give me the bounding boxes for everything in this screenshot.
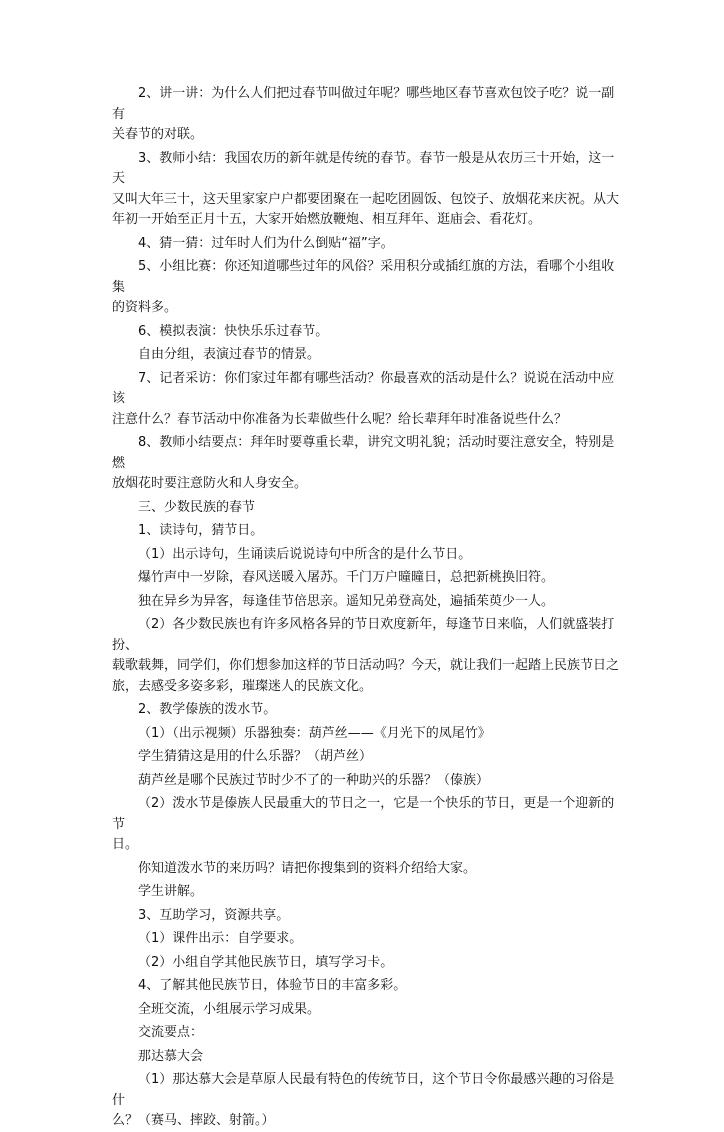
paragraph	[112, 906, 620, 927]
paragraph	[112, 568, 620, 589]
text-line: 载歌载舞，同学们，你们想参加这样的节日活动吗？今天，就让我们一起踏上民族节日之	[112, 658, 620, 673]
paragraph	[112, 1070, 620, 1132]
paragraph	[112, 433, 620, 495]
text-line: 5、小组比赛：你还知道哪些过年的风俗？采用积分或插红旗的方法，看哪个小组收集	[112, 259, 615, 295]
text-line: 三、少数民族的春节	[138, 499, 256, 515]
paragraph	[112, 84, 620, 146]
paragraph	[112, 521, 620, 542]
text-line: （2）各少数民族也有许多风格各异的节日欢度新年，每逢节日来临，人们就盛装打扮、	[112, 617, 615, 653]
text-line: 2、讲一讲：为什么人们把过春节叫做过年呢？哪些地区春节喜欢包饺子吃？说一副有	[112, 86, 615, 122]
paragraph	[112, 794, 620, 856]
text-line: 交流要点：	[138, 1025, 204, 1040]
paragraph	[112, 882, 620, 903]
paragraph	[112, 592, 620, 613]
paragraph	[112, 771, 620, 792]
text-line: （1）出示诗句，生诵读后说说诗句中所含的是什么节日。	[138, 546, 472, 562]
paragraph	[112, 149, 620, 231]
text-line: 自由分组，表演过春节的情景。	[138, 347, 321, 362]
text-line: （2）小组自学其他民族节日，填写学习卡。	[138, 954, 394, 970]
paragraph	[112, 976, 620, 997]
paragraph	[112, 1023, 620, 1044]
text-line: 学生猜猜这是用的什么乐器？（胡芦丝）	[138, 749, 373, 764]
text-line: 葫芦丝是哪个民族过节时少不了的一种助兴的乐器？（傣族）	[138, 772, 490, 788]
paragraph	[112, 498, 620, 519]
text-line: （2）泼水节是傣族人民最重大的节日之一，它是一个快乐的节日，更是一个迎新的节	[112, 796, 615, 832]
paragraph	[112, 345, 620, 366]
text-line: 注意什么？春节活动中你准备为长辈做些什么呢？给长辈拜年时准备说些什么？	[112, 411, 568, 427]
text-line: 关春节的对联。	[112, 127, 204, 142]
paragraph	[112, 747, 620, 768]
text-line: 放烟花时要注意防火和人身安全。	[112, 476, 308, 491]
text-line: 7、记者采访：你们家过年都有哪些活动？你最喜欢的活动是什么？说说在活动中应该	[112, 370, 615, 406]
text-line: （1）那达慕大会是草原人民最有特色的传统节日，这个节日令你最感兴趣的习俗是什	[112, 1072, 615, 1108]
text-line: 学生讲解。	[138, 884, 204, 899]
paragraph	[112, 322, 620, 343]
paragraph	[112, 545, 620, 566]
text-line: 的资料多。	[112, 300, 178, 315]
text-line: 1、读诗句，猜节日。	[138, 523, 264, 538]
text-line: （1）（出示视频）乐器独奏：葫芦丝——《月光下的凤尾竹》	[138, 725, 491, 741]
paragraph	[112, 615, 620, 697]
text-line: 又叫大年三十，这天里家家户户都要团聚在一起吃团圆饭、包饺子、放烟花来庆祝。从大	[112, 191, 620, 207]
paragraph	[112, 234, 620, 255]
text-line: 2、教学傣族的泼水节。	[138, 702, 277, 717]
paragraph	[112, 724, 620, 745]
text-line: 全班交流，小组展示学习成果。	[138, 1001, 321, 1017]
paragraph	[112, 1000, 620, 1021]
text-line: （1）课件出示：自学要求。	[138, 931, 303, 946]
text-line: 你知道泼水节的来历吗？请把你搜集到的资料介绍给大家。	[138, 860, 477, 876]
paragraph	[112, 929, 620, 950]
text-line: 6、模拟表演：快快乐乐过春节。	[138, 323, 329, 339]
text-line: 日。	[112, 837, 139, 852]
text-line: 那达慕大会	[138, 1048, 204, 1064]
text-line: 4、了解其他民族节日，体验节日的丰富多彩。	[138, 978, 407, 993]
document-body	[112, 84, 620, 1132]
paragraph	[112, 953, 620, 974]
paragraph	[112, 257, 620, 319]
text-line: 3、互助学习，资源共享。	[138, 907, 290, 923]
text-line: 旅，去感受多姿多彩，璀璨迷人的民族文化。	[112, 678, 373, 694]
text-line: 独在异乡为异客，每逢佳节倍思亲。遥知兄弟登高处，遍插茱萸少一人。	[138, 593, 555, 609]
paragraph	[112, 700, 620, 721]
text-line: 么？（赛马、摔跤、射箭。）	[112, 1113, 275, 1128]
paragraph	[112, 369, 620, 431]
text-line: 爆竹声中一岁除，春风送暖入屠苏。千门万户曈曈日，总把新桃换旧符。	[138, 570, 555, 585]
paragraph	[112, 859, 620, 880]
text-line: 年初一开始至正月十五，大家开始燃放鞭炮、相互拜年、逛庙会、看花灯。	[112, 212, 542, 227]
text-line: 3、教师小结：我国农历的新年就是传统的春节。春节一般是从农历三十开始，这一天	[112, 150, 615, 186]
text-line: 4、猜一猜：过年时人们为什么倒贴“福”字。	[138, 235, 394, 251]
text-line: 8、教师小结要点：拜年时要尊重长辈，讲究文明礼貌；活动时要注意安全，特别是燃	[112, 435, 615, 471]
paragraph	[112, 1047, 620, 1068]
